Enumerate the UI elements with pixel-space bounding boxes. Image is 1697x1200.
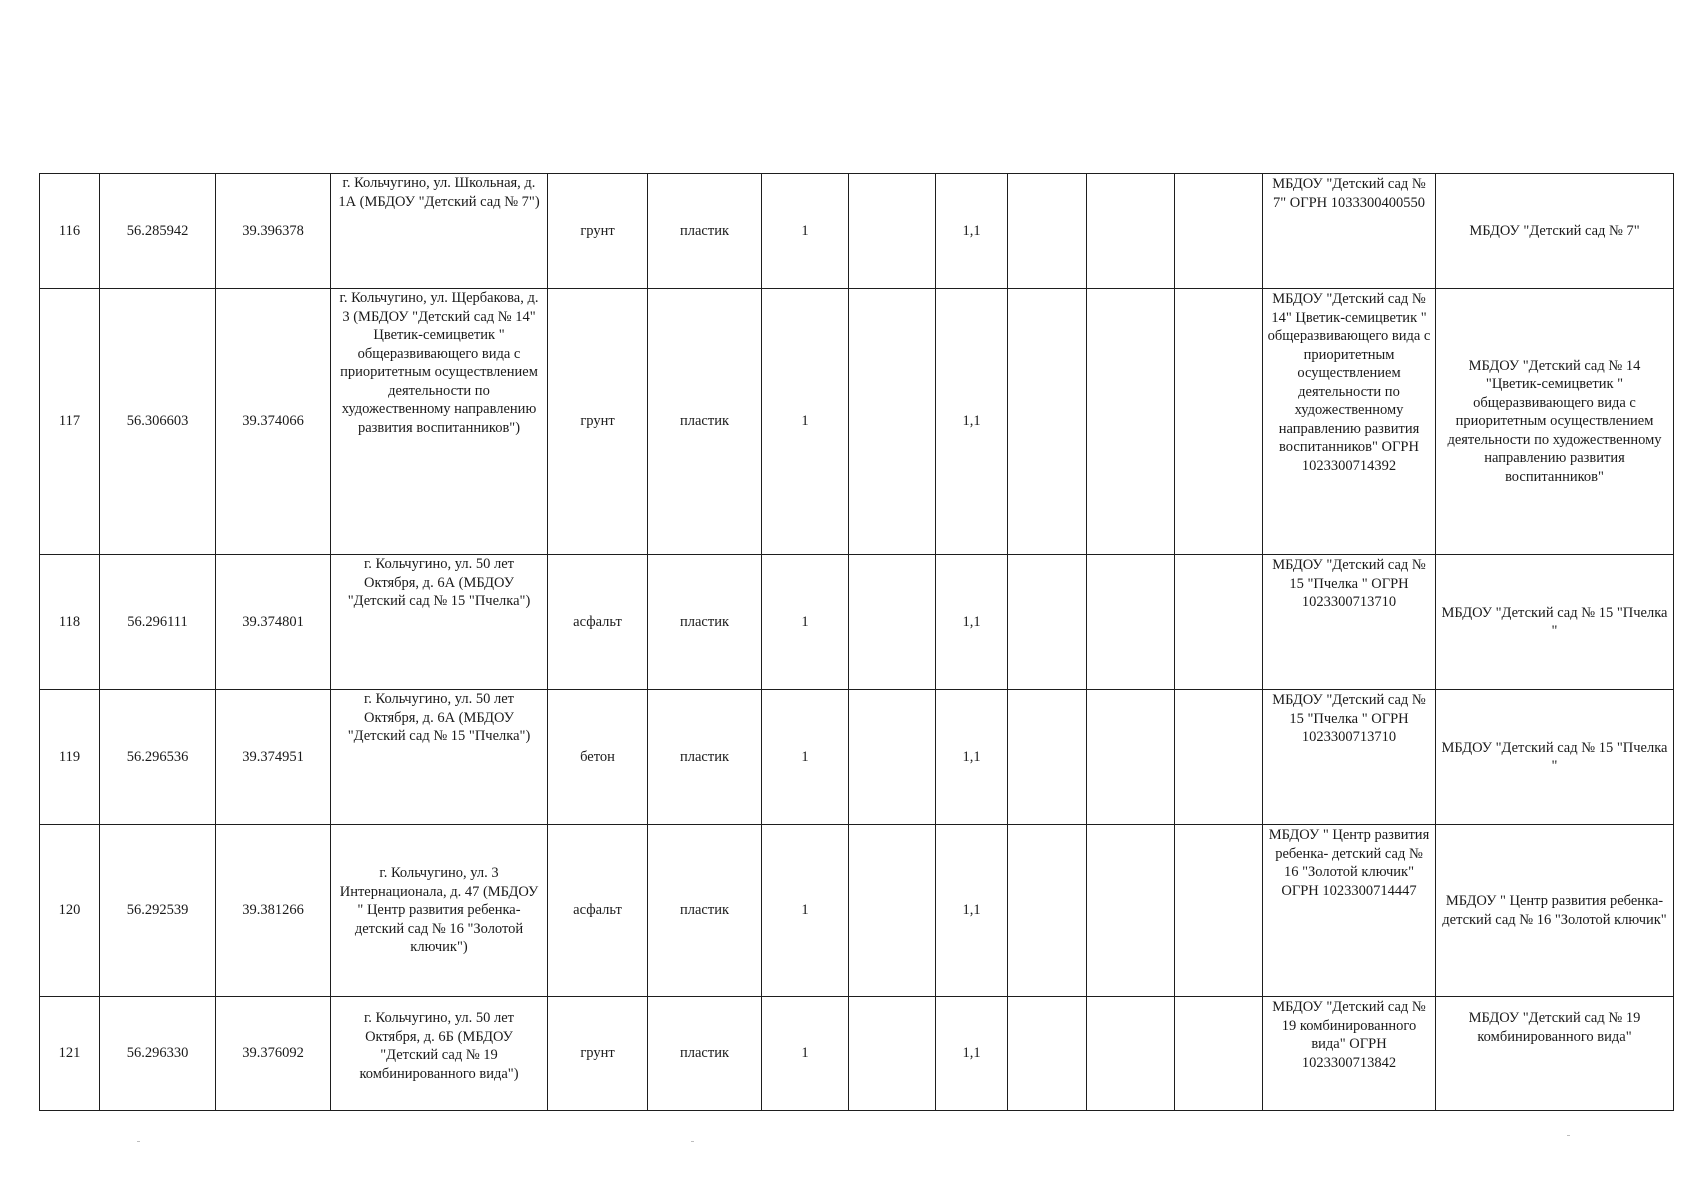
waste-source: МБДОУ "Детский сад № 15 "Пчелка " [1436, 690, 1674, 825]
empty-cell [1175, 289, 1263, 555]
waste-source: МБДОУ " Центр развития ребенка- детский сад № 16 "Золотой ключик" [1436, 825, 1674, 997]
container-material: пластик [648, 555, 762, 690]
empty-cell [1087, 555, 1175, 690]
empty-cell [1087, 174, 1175, 289]
latitude: 56.296330 [100, 997, 216, 1111]
empty-cell [849, 289, 936, 555]
surface-type: бетон [548, 690, 648, 825]
latitude: 56.285942 [100, 174, 216, 289]
container-material: пластик [648, 690, 762, 825]
container-material: пластик [648, 825, 762, 997]
empty-cell [1008, 825, 1087, 997]
owner-info: МБДОУ "Детский сад № 14" Цветик-семицветик " общеразвивающего вида с приоритетным осуществлением деятельности по художественному направлению развития воспитанников" ОГРН 1023300714392 [1263, 289, 1436, 555]
row-number: 119 [40, 690, 100, 825]
longitude: 39.381266 [216, 825, 331, 997]
container-volume: 1,1 [936, 690, 1008, 825]
surface-type: асфальт [548, 555, 648, 690]
address: г. Кольчугино, ул. Щербакова, д. 3 (МБДОУ "Детский сад № 14" Цветик-семицветик " общеразвивающего вида с приоритетным осуществлением деятельности по художественному направлению развития воспитанников") [331, 289, 548, 555]
container-count: 1 [762, 555, 849, 690]
longitude: 39.376092 [216, 997, 331, 1111]
waste-source: МБДОУ "Детский сад № 15 "Пчелка " [1436, 555, 1674, 690]
owner-info: МБДОУ "Детский сад № 19 комбинированного вида" ОГРН 1023300713842 [1263, 997, 1436, 1111]
container-volume: 1,1 [936, 555, 1008, 690]
container-volume: 1,1 [936, 289, 1008, 555]
table-row [40, 825, 1674, 997]
empty-cell [1175, 174, 1263, 289]
scan-speck [1567, 1135, 1570, 1136]
empty-cell [1175, 555, 1263, 690]
empty-cell [1087, 690, 1175, 825]
empty-cell [1008, 289, 1087, 555]
surface-type: асфальт [548, 825, 648, 997]
container-count: 1 [762, 825, 849, 997]
longitude: 39.396378 [216, 174, 331, 289]
empty-cell [849, 997, 936, 1111]
waste-source: МБДОУ "Детский сад № 7" [1436, 174, 1674, 289]
row-number: 117 [40, 289, 100, 555]
row-number: 121 [40, 997, 100, 1111]
container-volume: 1,1 [936, 174, 1008, 289]
table-row [40, 555, 1674, 690]
table-row [40, 174, 1674, 289]
empty-cell [1087, 289, 1175, 555]
empty-cell [1008, 555, 1087, 690]
owner-info: МБДОУ "Детский сад № 15 "Пчелка " ОГРН 1023300713710 [1263, 690, 1436, 825]
container-material: пластик [648, 174, 762, 289]
scan-speck [691, 1141, 694, 1142]
longitude: 39.374951 [216, 690, 331, 825]
owner-info: МБДОУ "Детский сад № 7" ОГРН 1033300400550 [1263, 174, 1436, 289]
empty-cell [849, 555, 936, 690]
owner-info: МБДОУ "Детский сад № 15 "Пчелка " ОГРН 1023300713710 [1263, 555, 1436, 690]
address: г. Кольчугино, ул. 50 лет Октября, д. 6А (МБДОУ "Детский сад № 15 "Пчелка") [331, 690, 548, 825]
address: г. Кольчугино, ул. 50 лет Октября, д. 6А (МБДОУ "Детский сад № 15 "Пчелка") [331, 555, 548, 690]
latitude: 56.296536 [100, 690, 216, 825]
table-row [40, 289, 1674, 555]
surface-type: грунт [548, 289, 648, 555]
empty-cell [1008, 997, 1087, 1111]
empty-cell [849, 174, 936, 289]
table-row [40, 690, 1674, 825]
container-volume: 1,1 [936, 825, 1008, 997]
owner-info: МБДОУ " Центр развития ребенка- детский сад № 16 "Золотой ключик" ОГРН 1023300714447 [1263, 825, 1436, 997]
latitude: 56.296111 [100, 555, 216, 690]
longitude: 39.374066 [216, 289, 331, 555]
container-sites-table [39, 173, 1674, 1111]
registry-sheet [39, 173, 1673, 1111]
empty-cell [1175, 825, 1263, 997]
table-row [40, 997, 1674, 1111]
longitude: 39.374801 [216, 555, 331, 690]
empty-cell [849, 690, 936, 825]
address: г. Кольчугино, ул. Школьная, д. 1А (МБДОУ "Детский сад № 7") [331, 174, 548, 289]
waste-source: МБДОУ "Детский сад № 19 комбинированного вида" [1436, 997, 1674, 1111]
empty-cell [1087, 825, 1175, 997]
surface-type: грунт [548, 174, 648, 289]
container-count: 1 [762, 997, 849, 1111]
empty-cell [1008, 690, 1087, 825]
container-material: пластик [648, 997, 762, 1111]
surface-type: грунт [548, 997, 648, 1111]
row-number: 116 [40, 174, 100, 289]
container-count: 1 [762, 289, 849, 555]
scan-speck [137, 1141, 140, 1142]
waste-source: МБДОУ "Детский сад № 14 "Цветик-семицветик " общеразвивающего вида с приоритетным осуществлением деятельности по художественному направлению развития воспитанников" [1436, 289, 1674, 555]
empty-cell [1175, 997, 1263, 1111]
empty-cell [849, 825, 936, 997]
container-material: пластик [648, 289, 762, 555]
latitude: 56.292539 [100, 825, 216, 997]
row-number: 118 [40, 555, 100, 690]
address: г. Кольчугино, ул. 3 Интернационала, д. 47 (МБДОУ " Центр развития ребенка- детский сад № 16 "Золотой ключик") [331, 825, 548, 997]
latitude: 56.306603 [100, 289, 216, 555]
address: г. Кольчугино, ул. 50 лет Октября, д. 6Б (МБДОУ "Детский сад № 19 комбинированного вида") [331, 997, 548, 1111]
container-volume: 1,1 [936, 997, 1008, 1111]
row-number: 120 [40, 825, 100, 997]
container-count: 1 [762, 174, 849, 289]
empty-cell [1175, 690, 1263, 825]
empty-cell [1087, 997, 1175, 1111]
container-count: 1 [762, 690, 849, 825]
empty-cell [1008, 174, 1087, 289]
